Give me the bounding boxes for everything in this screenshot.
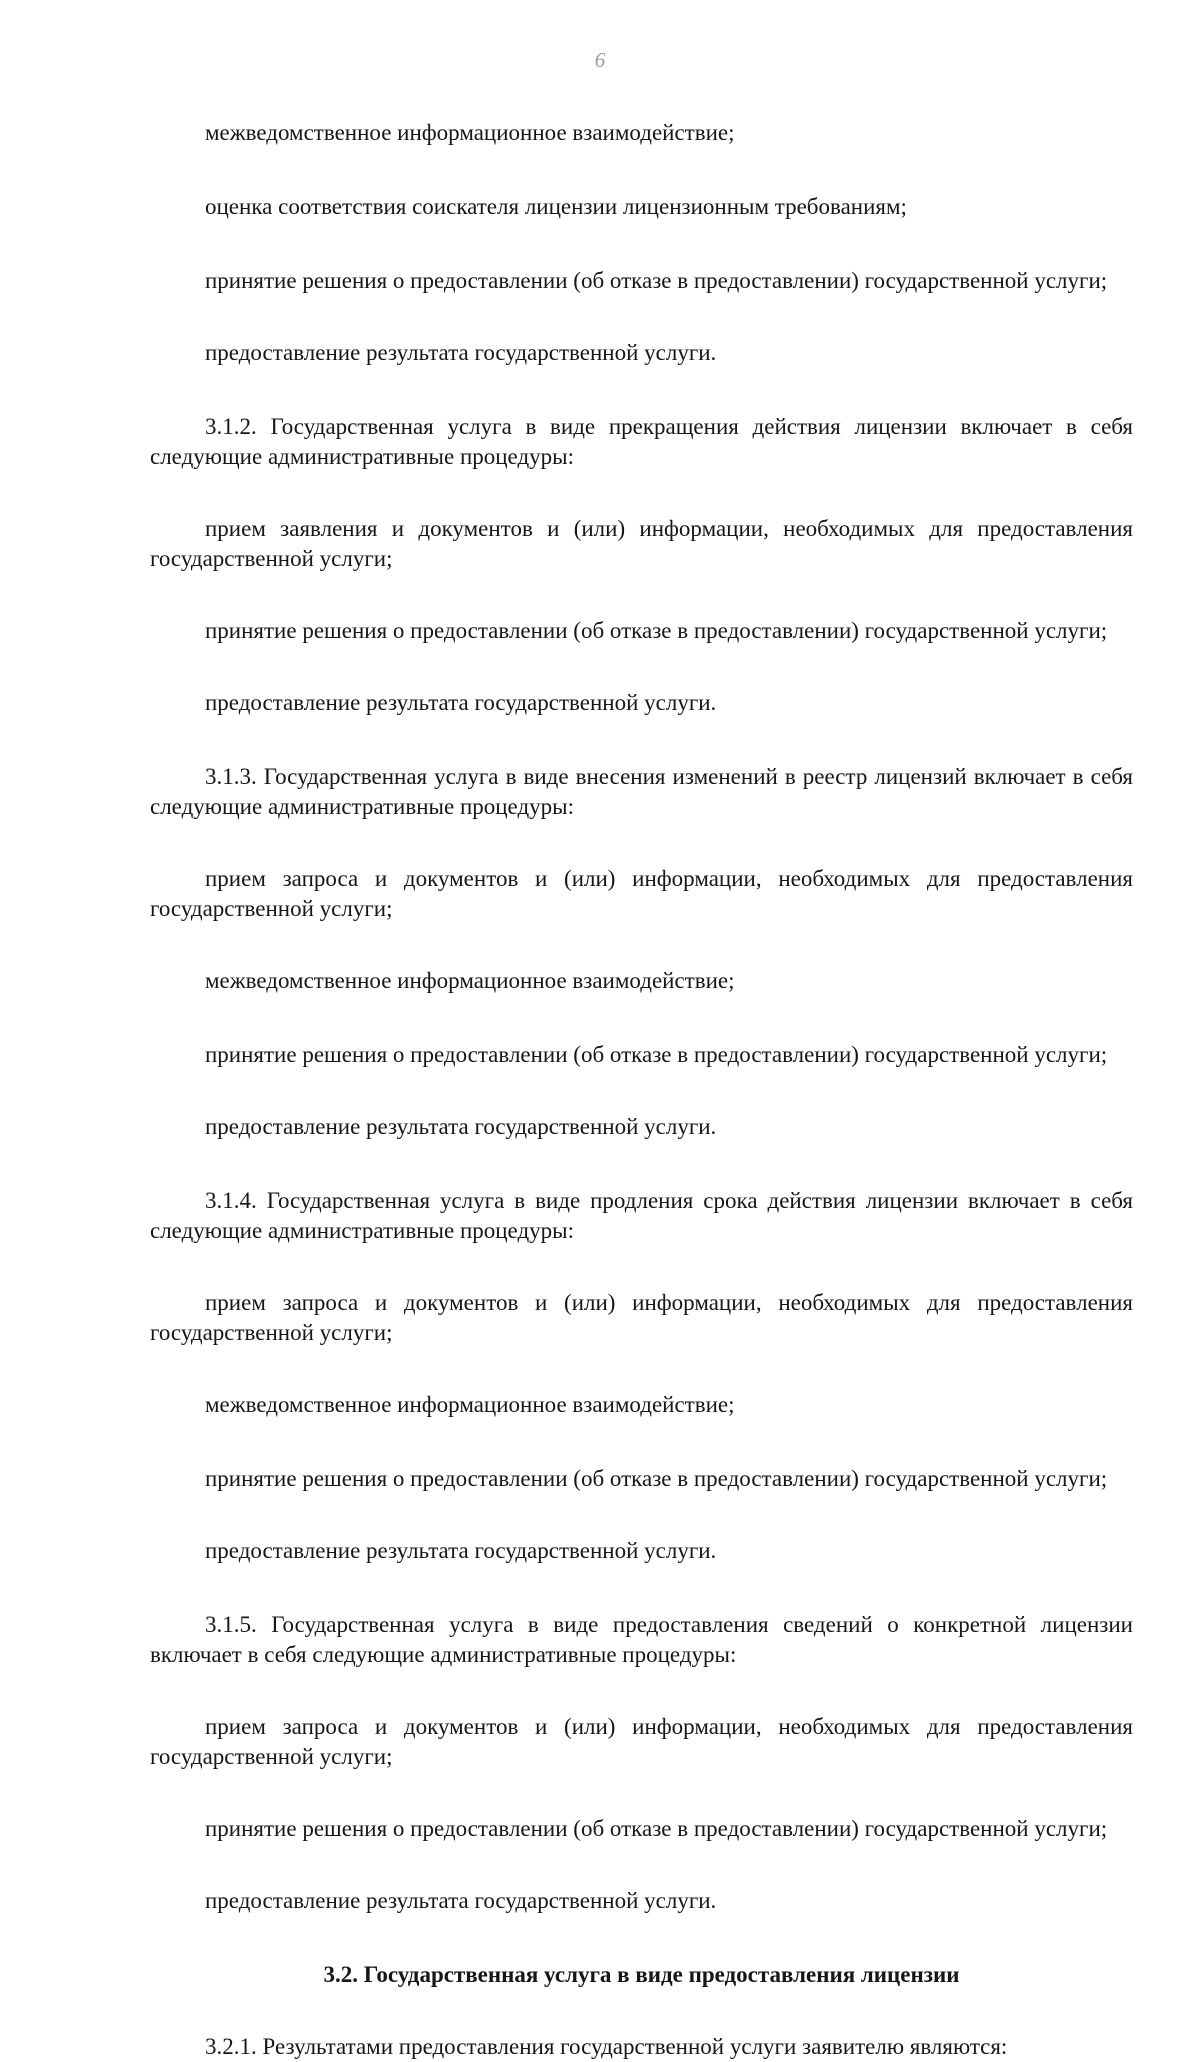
paragraph: прием запроса и документов и (или) информации, необходимых для предоставления государственной услуги; bbox=[150, 1714, 1133, 1769]
paragraph: принятие решения о предоставлении (об отказе в предоставлении) государственной услуги; bbox=[205, 1816, 1108, 1841]
section-paragraph-3-2-1: 3.2.1. Результатами предоставления государственной услуги заявителю являются: bbox=[205, 2034, 1008, 2059]
paragraph: принятие решения о предоставлении (об отказе в предоставлении) государственной услуги; bbox=[205, 618, 1108, 643]
paragraph: принятие решения о предоставлении (об отказе в предоставлении) государственной услуги; bbox=[205, 1042, 1108, 1067]
section-heading: 3.2. Государственная услуга в виде предоставления лицензии bbox=[323, 1962, 960, 1987]
paragraph: оценка соответствия соискателя лицензии лицензионным требованиям; bbox=[205, 194, 907, 219]
paragraph: предоставление результата государственной услуги. bbox=[205, 690, 717, 715]
paragraph: прием заявления и документов и (или) информации, необходимых для предоставления государственной услуги; bbox=[150, 516, 1133, 571]
paragraph: принятие решения о предоставлении (об отказе в предоставлении) государственной услуги; bbox=[205, 268, 1108, 293]
paragraph: межведомственное информационное взаимодействие; bbox=[205, 1392, 735, 1417]
section-paragraph-3-1-2: 3.1.2. Государственная услуга в виде прекращения действия лицензии включает в себя следующие административные процедуры: bbox=[150, 414, 1133, 469]
paragraph: принятие решения о предоставлении (об отказе в предоставлении) государственной услуги; bbox=[205, 1466, 1108, 1491]
paragraph: предоставление результата государственной услуги. bbox=[205, 340, 717, 365]
section-paragraph-3-1-3: 3.1.3. Государственная услуга в виде внесения изменений в реестр лицензий включает в себя следующие административные процедуры: bbox=[150, 764, 1133, 819]
paragraph: прием запроса и документов и (или) информации, необходимых для предоставления государственной услуги; bbox=[150, 866, 1133, 921]
section-paragraph-3-1-4: 3.1.4. Государственная услуга в виде продления срока действия лицензии включает в себя следующие административные процедуры: bbox=[150, 1188, 1133, 1243]
paragraph: предоставление результата государственной услуги. bbox=[205, 1114, 717, 1139]
page-number: 6 bbox=[594, 48, 606, 72]
document-body bbox=[150, 118, 1133, 2062]
section-paragraph-3-1-5: 3.1.5. Государственная услуга в виде предоставления сведений о конкретной лицензии включает в себя следующие административные процедуры: bbox=[150, 1612, 1133, 1667]
paragraph: межведомственное информационное взаимодействие; bbox=[205, 120, 735, 145]
paragraph: предоставление результата государственной услуги. bbox=[205, 1888, 717, 1913]
paragraph: прием запроса и документов и (или) информации, необходимых для предоставления государственной услуги; bbox=[150, 1290, 1133, 1345]
paragraph: предоставление результата государственной услуги. bbox=[205, 1538, 717, 1563]
paragraph: межведомственное информационное взаимодействие; bbox=[205, 968, 735, 993]
